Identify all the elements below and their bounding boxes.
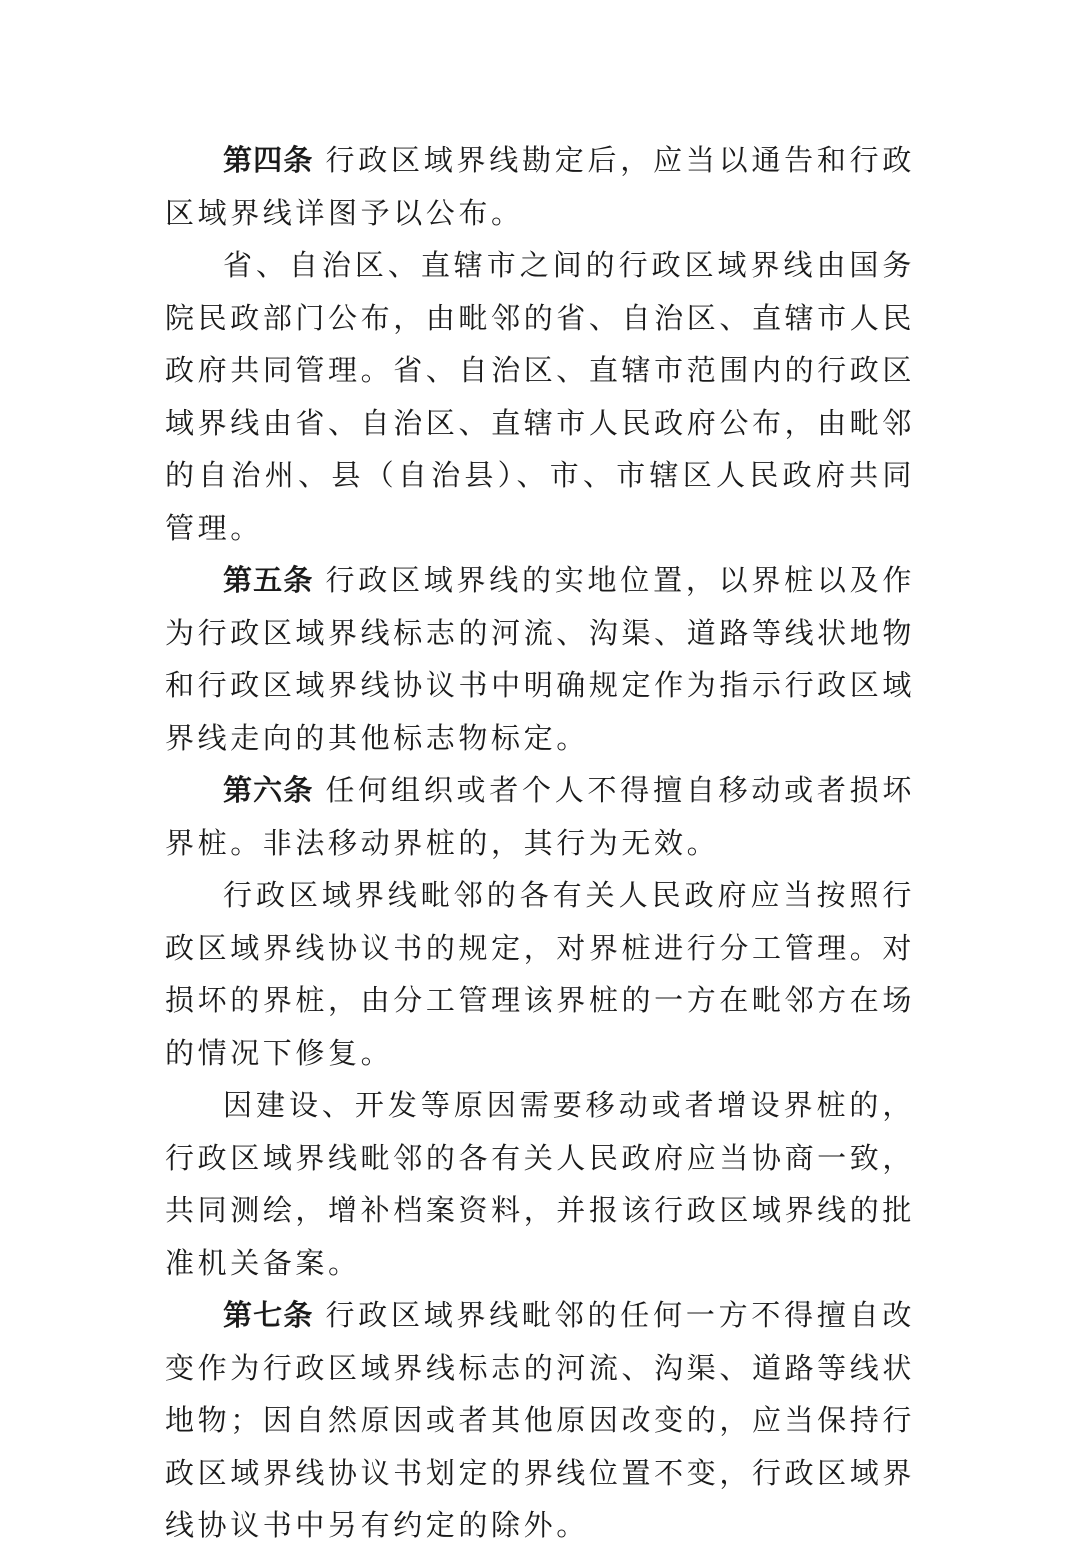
article-6-label: 第六条: [223, 773, 314, 807]
article-5-paragraph: [165, 554, 915, 764]
article-5-label: 第五条: [223, 563, 314, 597]
document-body: [165, 134, 915, 1552]
article-4-label: 第四条: [223, 143, 314, 177]
article-7-label: 第七条: [223, 1298, 314, 1332]
article-4-text: 行政区域界线勘定后，应当以通告和行政区域界线详图予以公布。: [165, 143, 915, 230]
article-4-paragraph: [165, 134, 915, 239]
article-5-text: 行政区域界线的实地位置，以界桩以及作为行政区域界线标志的河流、沟渠、道路等线状地物和行政区域界线协议书中明确规定作为指示行政区域界线走向的其他标志物标定。: [165, 563, 915, 755]
article-6-paragraph: [165, 764, 915, 869]
article-6-text: 任何组织或者个人不得擅自移动或者损坏界桩。非法移动界桩的，其行为无效。: [165, 773, 915, 860]
article-4-clause-2: [165, 239, 915, 554]
article-6-clause-2: [165, 869, 915, 1079]
article-7-paragraph: [165, 1289, 915, 1552]
article-6-clause-3-text: 因建设、开发等原因需要移动或者增设界桩的，行政区域界线毗邻的各有关人民政府应当协商一致，共同测绘，增补档案资料，并报该行政区域界线的批准机关备案。: [165, 1088, 915, 1280]
article-4-clause-2-text: 省、自治区、直辖市之间的行政区域界线由国务院民政部门公布，由毗邻的省、自治区、直辖市人民政府共同管理。省、自治区、直辖市范围内的行政区域界线由省、自治区、直辖市人民政府公布，由毗邻的自治州、县（自治县）、市、市辖区人民政府共同管理。: [165, 248, 915, 545]
article-6-clause-2-text: 行政区域界线毗邻的各有关人民政府应当按照行政区域界线协议书的规定，对界桩进行分工管理。对损坏的界桩，由分工管理该界桩的一方在毗邻方在场的情况下修复。: [165, 878, 915, 1070]
article-7-text: 行政区域界线毗邻的任何一方不得擅自改变作为行政区域界线标志的河流、沟渠、道路等线状地物；因自然原因或者其他原因改变的，应当保持行政区域界线协议书划定的界线位置不变，行政区域界线协议书中另有约定的除外。: [165, 1298, 915, 1542]
article-6-clause-3: [165, 1079, 915, 1289]
